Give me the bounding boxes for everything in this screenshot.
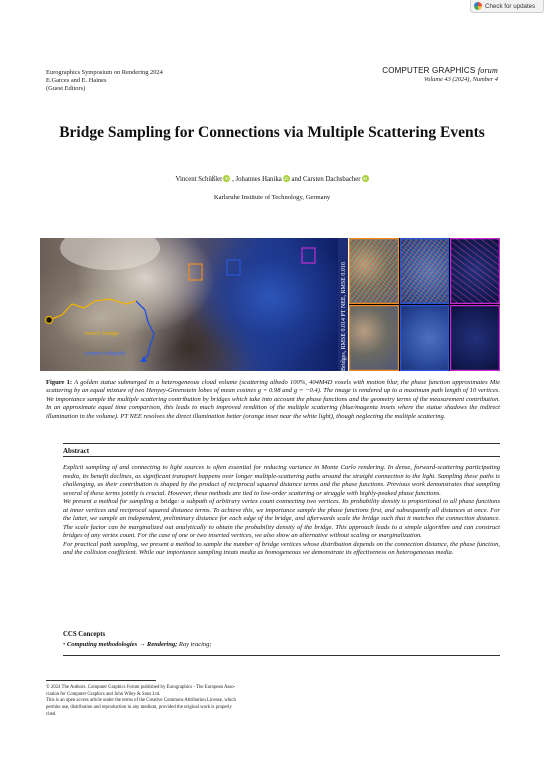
ccs-concepts <box>63 641 212 648</box>
author-2: , Johannes Hanika <box>232 176 282 183</box>
light-vertex <box>46 317 53 324</box>
camera-subpath-tail <box>144 346 150 359</box>
conference-header <box>46 69 163 94</box>
paper-title: Bridge Sampling for Connections via Multiple Scattering Events <box>59 124 485 141</box>
abstract-bridge-term: bridge <box>160 498 178 506</box>
inset-pt-nee-blue <box>400 238 450 304</box>
abstract-top-rule <box>63 443 500 444</box>
footer-rule <box>46 680 156 681</box>
author-list <box>0 175 544 183</box>
camera-subpath-label: camera subpath <box>84 350 126 357</box>
inset-bridges-blue <box>400 305 450 371</box>
check-for-updates-badge[interactable] <box>470 0 544 13</box>
orcid-icon[interactable]: iD <box>362 176 368 181</box>
journal-volume: Volume 43 (2024), Number 4 <box>423 75 498 83</box>
ccs-concept-2: Rendering; <box>146 641 178 648</box>
inset-bridges-orange <box>349 305 399 371</box>
abstract-bottom-rule <box>63 655 500 656</box>
ccs-heading: CCS Concepts <box>63 631 106 638</box>
inset-rmse-label: Bridges, RMSE 0.014 PT NEE, RMSE 0.016 <box>341 262 347 371</box>
abstract-body <box>63 464 500 558</box>
author-1: Vincent Schüßler <box>175 176 223 183</box>
journal-name-main: COMPUTER GRAPHICS <box>382 66 476 75</box>
magenta-inset-marker <box>302 248 315 263</box>
conference-name: Eurographics Symposium on Rendering 2024 <box>46 69 163 76</box>
inset-bridges-magenta <box>450 305 500 371</box>
copyright-footer <box>46 685 298 719</box>
abstract-heading-rule <box>63 456 500 457</box>
abstract-paragraph-2 <box>63 498 500 541</box>
abstract-paragraph-3: For practical path sampling, we present a method to sample the number of bridge vertices whose distribution depends on the connection distance, the phase function, and the collision coefficient. While our importance sampling treats media as homogeneous we demonstrate its effectiveness on heterogeneous media. <box>63 540 500 557</box>
inset-method-label <box>338 238 348 371</box>
author-3: and Carsten Dachsbacher <box>291 176 361 183</box>
abstract-heading: Abstract <box>63 447 90 455</box>
orcid-icon[interactable]: iD <box>284 176 289 181</box>
journal-header <box>382 67 498 84</box>
vertex-bridge-label: vertex bridge <box>84 330 119 337</box>
journal-name-forum: forum <box>477 66 498 75</box>
blue-inset-marker <box>227 260 240 275</box>
figure-label: Figure 1: <box>46 379 73 386</box>
guest-editors-label: (Guest Editors) <box>46 85 86 93</box>
footer-line: This is an open access article under the terms of the Creative Commons Attribution License, which <box>46 698 236 704</box>
figure-caption <box>46 379 500 421</box>
footer-line: © 2024 The Authors. Computer Graphics Forum published by Eurographics - The European Asso- <box>46 685 236 690</box>
footer-line: cited. <box>46 711 57 717</box>
affiliation: Karlsruhe Institute of Technology, Germany <box>213 194 331 201</box>
teaser-render-image <box>40 238 340 371</box>
teaser-overlay <box>40 238 340 371</box>
footer-line: ciation for Computer Graphics and John Wiley & Sons Ltd. <box>46 691 161 697</box>
light-glow <box>60 238 160 270</box>
vertex-bridge-path <box>49 299 136 320</box>
ccs-concept-1: Computing methodologies <box>66 641 138 648</box>
orange-inset-marker <box>189 264 202 280</box>
orcid-icon[interactable]: iD <box>224 176 230 181</box>
footer-line: permits use, distribution and reproduction in any medium, provided the original work is properly <box>46 705 232 711</box>
comparison-insets <box>349 238 500 371</box>
journal-name <box>382 67 498 76</box>
abstract-p2-start: We present a method for sampling a <box>63 498 161 506</box>
camera-subpath <box>136 301 154 346</box>
inset-pt-nee-orange <box>349 238 399 304</box>
abstract-paragraph-1: Explicit sampling of and connecting to light sources is often essential for reducing variance in Monte Carlo rendering. In dense, forward-scattering participating media, its benefit declines, as significant transport happens over longer multiple-scattering paths around the straight connection to the light. Sampling these paths is challenging, as their contribution is shaped by the product of reciprocal squared distance terms and the phase functions. Previous work demonstrates that sampling several of these terms jointly is crucial. However, these methods are tied to low-order scattering or struggle with highly-peaked phase functions. <box>63 464 500 497</box>
crossmark-icon <box>474 2 482 10</box>
check-for-updates-label: Check for updates <box>485 2 536 10</box>
arrow-icon: → <box>138 641 146 648</box>
guest-editors-names: E.Garces and E. Haines <box>46 77 107 85</box>
abstract-p2-end: : a subpath of arbitrary vertex count connecting two vertices. Its probability density is proportional to all phase functions at inner vertices and reciprocal squared distance terms. To achieve this, we importance sample the phase functions first, and subsequently all distances at once. For the latter, we sample an independent, preliminary distance for each edge of the bridge, and afterwards scale the bridge such that it matches the connection distance. The scale factor can be marginalized out analytically to obtain the probability density of the bridge. This approach leads to a simple algorithm and can construct bridges of any vertex count. For the case of one or two inserted vertices, we also show an alternative without scaling or marginalization. <box>63 498 500 540</box>
ccs-bullet: • <box>63 641 66 648</box>
inset-pt-nee-magenta <box>450 238 500 304</box>
caption-text: A golden statue submerged in a heterogeneous cloud volume (scattering albedo 100%, 404M4D voxels with motion blur, the phase function approximates Mie scattering by an equal mixture of two Henyey-Greenstein lobes of mean cosines g = 0.98 and g = −0.4). The image is rendered up to a maximum path length of 10 vertices. We importance sample the multiple scattering contribution by bridges which take into account the phase functions and the geometry terms of the measurement contribution. In an approximate equal time comparison, this leads to much improved rendition of the multiple scattering (blue/magenta insets where the statue shadows the indirect illumination in the volume). PT NEE resolves the direct illumination better (orange inset near the white light), though neglecting the multiple scattering. <box>46 379 500 420</box>
ccs-concept-3: Ray tracing; <box>178 641 212 648</box>
